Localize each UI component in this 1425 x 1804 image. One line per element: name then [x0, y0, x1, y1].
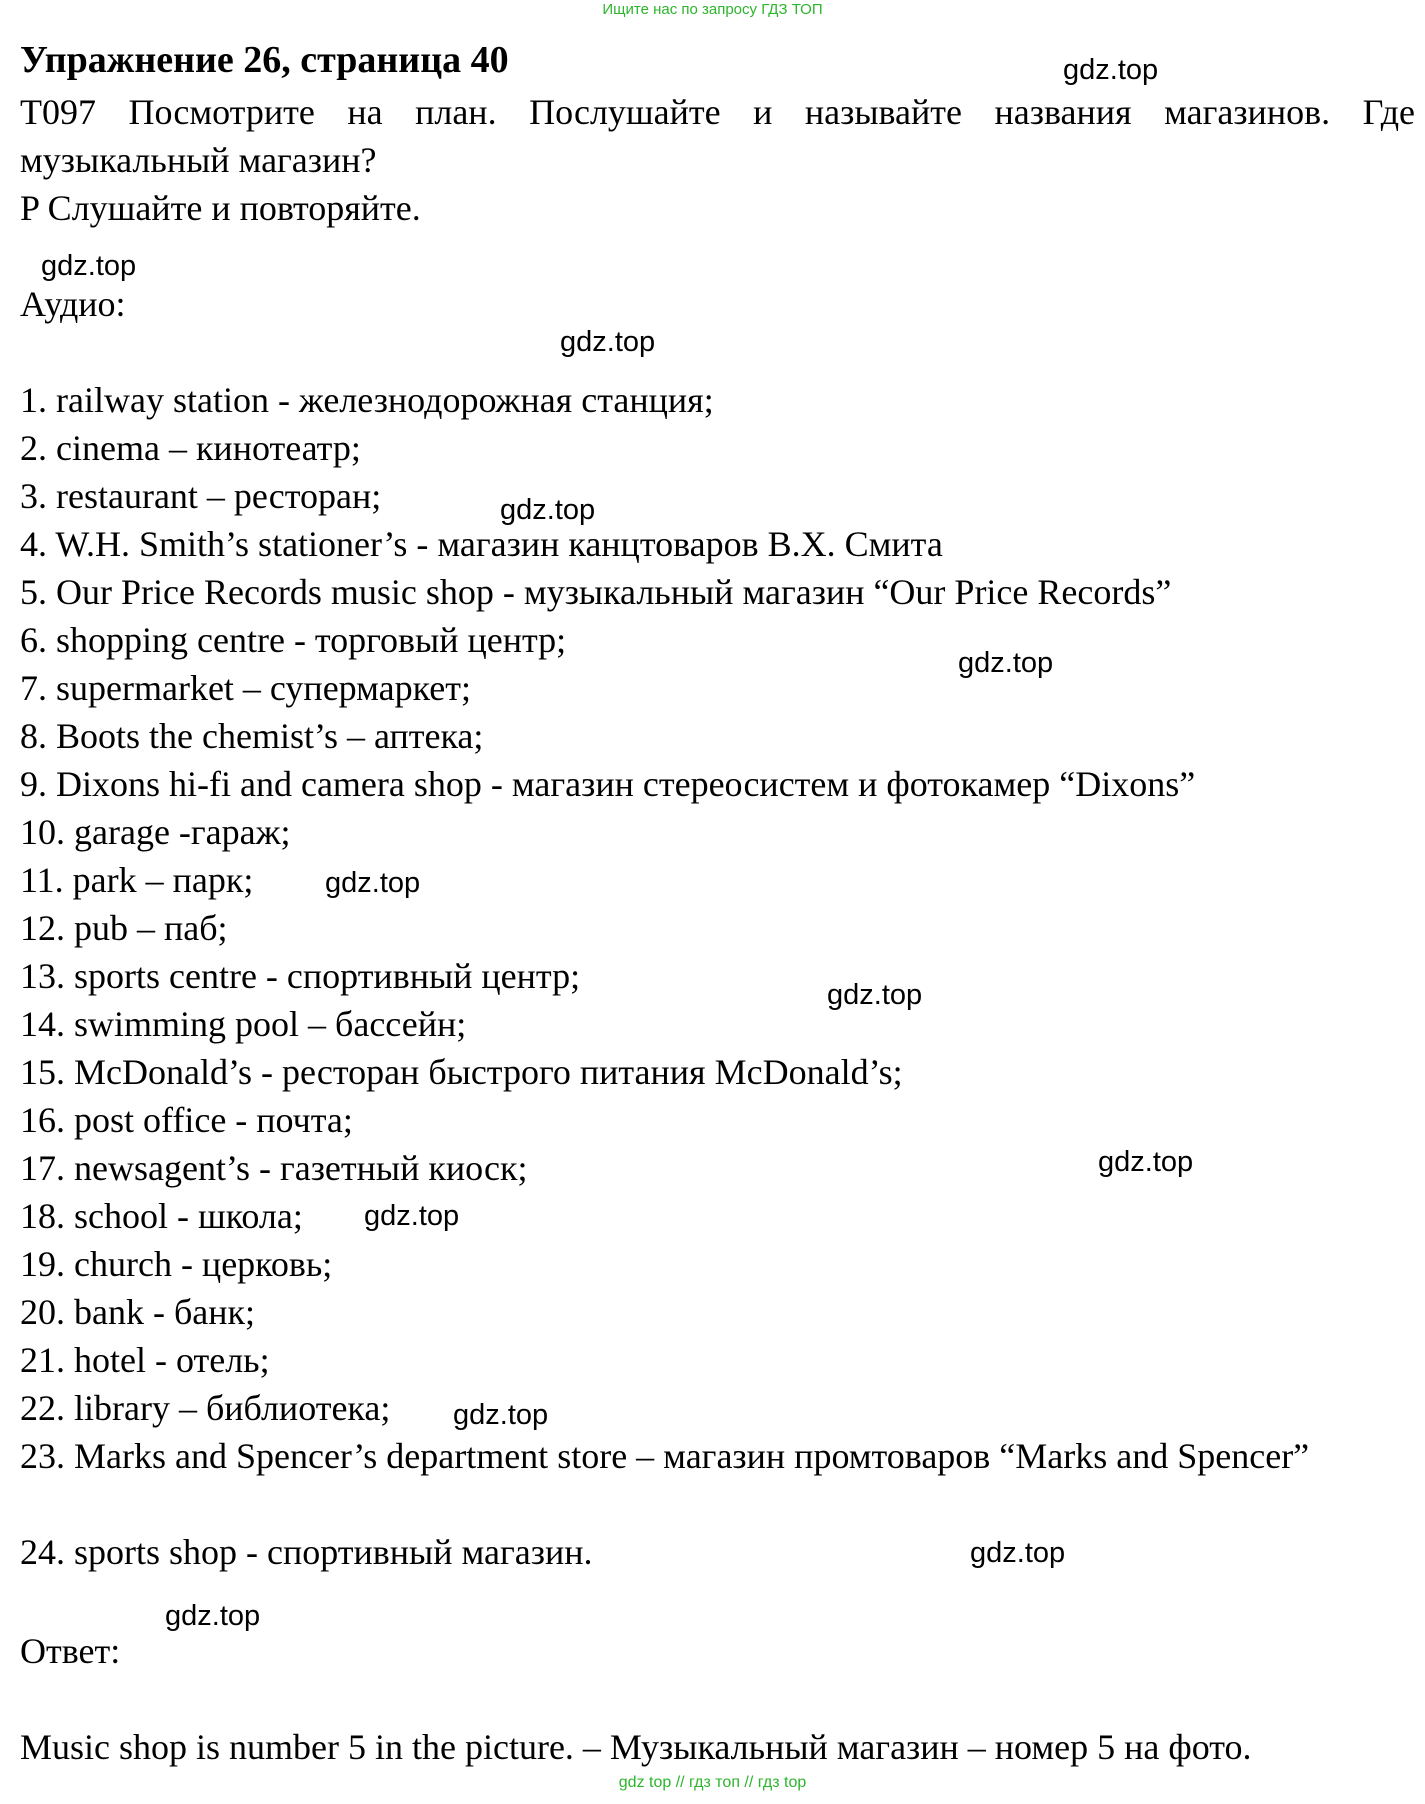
list-item: 21. hotel - отель;	[20, 1340, 270, 1380]
list-item: 17. newsagent’s - газетный киоск;	[20, 1148, 528, 1188]
watermark: gdz.top	[500, 494, 596, 526]
answer-text: Music shop is number 5 in the picture. – Музыкальный магазин – номер 5 на фото.	[20, 1727, 1252, 1767]
watermark: gdz.top	[165, 1600, 261, 1632]
watermark: gdz.top	[958, 647, 1054, 679]
page-title: Упражнение 26, страница 40	[20, 39, 509, 81]
top-banner: Ищите нас по запросу ГДЗ ТОП	[602, 1, 823, 18]
list-item: 11. park – парк;	[20, 860, 254, 900]
watermark: gdz.top	[453, 1399, 549, 1431]
list-item: 24. sports shop - спортивный магазин.	[20, 1532, 593, 1572]
task-text	[20, 88, 1415, 184]
list-item: 6. shopping centre - торговый центр;	[20, 620, 567, 660]
list-item: 5. Our Price Records music shop - музыкальный магазин “Our Price Records”	[20, 572, 1172, 612]
watermark: gdz.top	[970, 1537, 1066, 1569]
list-item: 23. Marks and Spencer’s department store – магазин промтоваров “Marks and Spencer”	[20, 1436, 1310, 1476]
watermark: gdz.top	[41, 250, 137, 282]
list-item: 7. supermarket – супермаркет;	[20, 668, 471, 708]
vocabulary-list	[20, 376, 1415, 1576]
watermark: gdz.top	[325, 867, 421, 899]
watermark: gdz.top	[364, 1200, 460, 1232]
list-item: 15. McDonald’s - ресторан быстрого питания McDonald’s;	[20, 1052, 903, 1092]
watermark: gdz.top	[560, 326, 656, 358]
list-item: 8. Boots the chemist’s – аптека;	[20, 716, 484, 756]
watermark: gdz.top	[827, 979, 923, 1011]
list-item: 14. swimming pool – бассейн;	[20, 1004, 467, 1044]
answer-label: Ответ:	[20, 1631, 121, 1671]
footer: gdz top // гдз топ // гдз top	[618, 1774, 807, 1791]
list-item: 13. sports centre - спортивный центр;	[20, 956, 581, 996]
task-line-1: T097 Посмотрите на план. Послушайте и называйте названия магазинов. Где	[20, 92, 1415, 132]
list-item: 2. cinema – кинотеатр;	[20, 428, 361, 468]
watermark: gdz.top	[1063, 54, 1159, 86]
listen-instruction: P Слушайте и повторяйте.	[20, 188, 421, 228]
watermark: gdz.top	[1098, 1146, 1194, 1178]
list-item: 18. school - школа;	[20, 1196, 303, 1236]
list-item: 19. church - церковь;	[20, 1244, 333, 1284]
task-line-2: музыкальный магазин?	[20, 140, 377, 180]
list-item: 1. railway station - железнодорожная станция;	[20, 380, 714, 420]
list-item: 12. pub – паб;	[20, 908, 228, 948]
audio-label: Аудио:	[20, 284, 126, 324]
list-item: 10. garage -гараж;	[20, 812, 291, 852]
list-item: 3. restaurant – ресторан;	[20, 476, 382, 516]
list-item: 20. bank - банк;	[20, 1292, 256, 1332]
list-item: 9. Dixons hi-fi and camera shop - магазин стереосистем и фотокамер “Dixons”	[20, 764, 1196, 804]
list-item: 16. post office - почта;	[20, 1100, 353, 1140]
list-item: 22. library – библиотека;	[20, 1388, 391, 1428]
list-item: 4. W.H. Smith’s stationer’s - магазин канцтоваров В.Х. Смита	[20, 524, 943, 564]
